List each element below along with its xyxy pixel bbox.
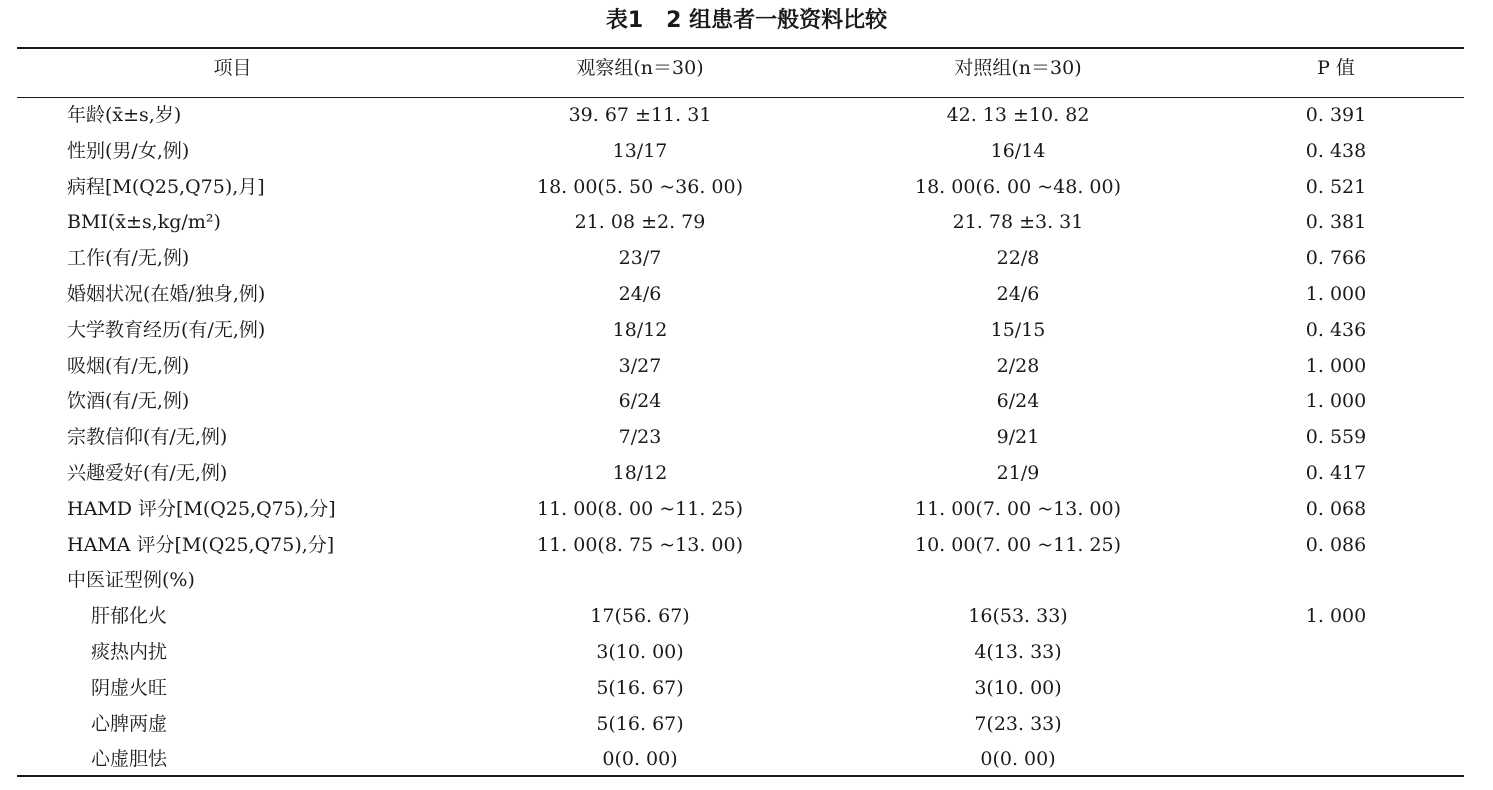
row-observation: 18/12 (612, 462, 668, 484)
row-p-value: 1. 000 (1305, 605, 1367, 628)
row-control: 15/15 (990, 318, 1046, 341)
table-caption: 表1 2 组患者一般资料比较 (605, 8, 888, 33)
row-control: 9/21 (996, 426, 1040, 449)
row-p-value: 0. 521 (1305, 175, 1367, 198)
row-item: 痰热内扰 (91, 641, 168, 663)
table-bottom-rule (17, 775, 1464, 777)
row-observation: 6/24 (618, 390, 662, 413)
row-observation: 17(56. 67) (590, 605, 690, 628)
table-row (0, 241, 1493, 276)
table-row (0, 98, 1493, 133)
row-item: 吸烟(有/无,例) (67, 354, 190, 377)
row-observation: 11. 00(8. 00 ~11. 25) (537, 497, 743, 520)
row-item: HAMD 评分[M(Q25,Q75),分] (67, 497, 336, 520)
row-p-value: 1. 000 (1305, 390, 1367, 413)
row-control: 42. 13 ±10. 82 (946, 104, 1090, 126)
row-item: 工作(有/无,例) (67, 247, 190, 270)
row-control: 2/28 (996, 354, 1040, 377)
row-p-value: 0. 391 (1305, 104, 1367, 126)
row-observation: 3/27 (618, 354, 662, 377)
row-observation: 5(16. 67) (596, 676, 684, 699)
row-observation: 18. 00(5. 50 ~36. 00) (537, 175, 743, 198)
row-control: 3(10. 00) (974, 676, 1062, 699)
row-item: HAMA 评分[M(Q25,Q75),分] (67, 533, 335, 556)
row-item: BMI(x̄±s,kg/m²) (67, 211, 221, 234)
row-item: 中医证型例(%) (67, 569, 195, 592)
table-row (0, 277, 1493, 312)
row-p-value: 1. 000 (1305, 354, 1367, 377)
row-p-value: 0. 381 (1305, 211, 1367, 234)
table-row (0, 456, 1493, 491)
header-observation-group: 观察组(n＝30) (576, 57, 704, 79)
row-observation: 3(10. 00) (596, 641, 684, 663)
row-item: 年龄(x̄±s,岁) (67, 104, 182, 126)
row-item: 病程[M(Q25,Q75),月] (67, 175, 265, 198)
row-control: 4(13. 33) (974, 641, 1062, 663)
table-top-rule (17, 47, 1464, 49)
row-p-value: 0. 438 (1305, 139, 1367, 162)
header-p-value: P 值 (1317, 57, 1355, 79)
row-control: 16(53. 33) (968, 605, 1068, 628)
table-row (0, 420, 1493, 455)
row-p-value: 0. 559 (1305, 426, 1367, 449)
row-control: 11. 00(7. 00 ~13. 00) (915, 497, 1121, 520)
row-item: 阴虚火旺 (91, 676, 168, 699)
row-control: 24/6 (996, 283, 1040, 305)
row-p-value: 0. 068 (1305, 497, 1367, 520)
row-observation: 21. 08 ±2. 79 (574, 211, 706, 234)
row-p-value: 0. 436 (1305, 318, 1367, 341)
row-observation: 11. 00(8. 75 ~13. 00) (537, 533, 743, 556)
row-p-value: 0. 086 (1305, 533, 1367, 556)
row-observation: 13/17 (612, 139, 668, 162)
table-row (0, 134, 1493, 169)
table-row (0, 707, 1493, 742)
row-control: 6/24 (996, 390, 1040, 413)
row-observation: 7/23 (618, 426, 662, 449)
table-row (0, 313, 1493, 348)
row-observation: 0(0. 00) (602, 748, 678, 771)
row-item: 心虚胆怯 (91, 748, 168, 771)
table-row (0, 492, 1493, 527)
table-row (0, 170, 1493, 205)
row-item: 饮酒(有/无,例) (67, 390, 190, 413)
row-item: 宗教信仰(有/无,例) (67, 426, 228, 449)
row-control: 21. 78 ±3. 31 (952, 211, 1084, 234)
row-observation: 5(16. 67) (596, 712, 684, 735)
header-control-group: 对照组(n＝30) (954, 57, 1082, 79)
table-row (0, 349, 1493, 384)
table-row (0, 528, 1493, 563)
row-control: 7(23. 33) (974, 712, 1062, 735)
row-control: 0(0. 00) (980, 748, 1056, 771)
row-control: 16/14 (990, 139, 1046, 162)
table-row (0, 671, 1493, 706)
row-item: 婚姻状况(在婚/独身,例) (67, 283, 266, 305)
row-control: 18. 00(6. 00 ~48. 00) (915, 175, 1121, 198)
table-row (0, 635, 1493, 670)
row-item: 大学教育经历(有/无,例) (67, 318, 266, 341)
row-observation: 39. 67 ±11. 31 (568, 104, 712, 126)
row-observation: 24/6 (618, 283, 662, 305)
table-row (0, 205, 1493, 240)
row-item: 性别(男/女,例) (67, 139, 190, 162)
row-p-value: 0. 417 (1305, 462, 1367, 484)
table-row (0, 742, 1493, 777)
table-header-row (0, 56, 1493, 92)
row-item: 肝郁化火 (91, 605, 168, 628)
row-control: 22/8 (996, 247, 1040, 270)
row-p-value: 1. 000 (1305, 283, 1367, 305)
row-item: 兴趣爱好(有/无,例) (67, 462, 228, 484)
table-row (0, 599, 1493, 634)
row-observation: 23/7 (618, 247, 662, 270)
row-item: 心脾两虚 (91, 712, 168, 735)
table-row (0, 563, 1493, 598)
row-observation: 18/12 (612, 318, 668, 341)
row-control: 21/9 (996, 462, 1040, 484)
row-control: 10. 00(7. 00 ~11. 25) (915, 533, 1121, 556)
row-p-value: 0. 766 (1305, 247, 1367, 270)
table-row (0, 384, 1493, 419)
header-item: 项目 (213, 57, 252, 79)
